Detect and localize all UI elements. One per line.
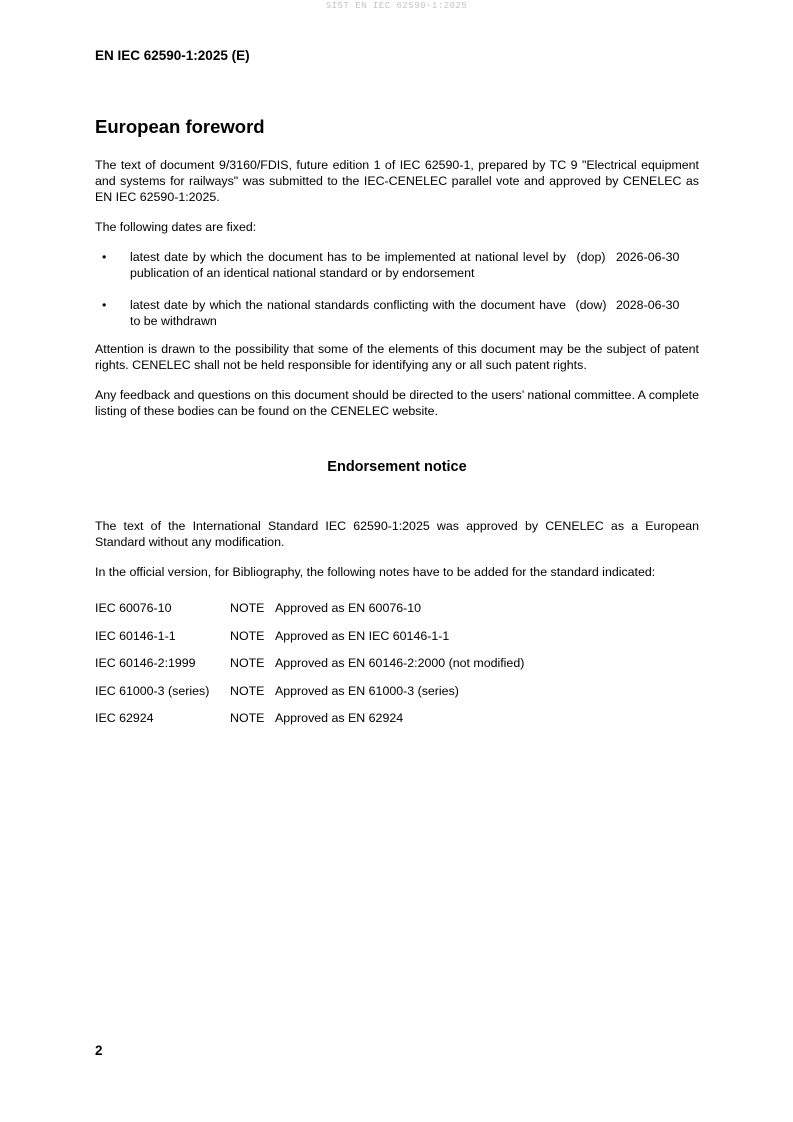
note-text: Approved as EN 62924: [275, 711, 404, 725]
endorsement-heading: Endorsement notice: [327, 459, 467, 475]
date-item-text: latest date by which the document has to be implemented at national level by publication of an identical national standard or by endorsement: [130, 250, 566, 280]
note-row: [95, 628, 699, 656]
note-standard: IEC 62924: [95, 711, 154, 725]
date-item-date: 2028-06-30: [616, 298, 680, 312]
document-header: EN IEC 62590-1:2025 (E): [95, 48, 250, 63]
date-item-code: (dop): [576, 250, 606, 264]
date-item-text: latest date by which the national standards conflicting with the document have to be withdrawn: [130, 298, 566, 328]
patent-paragraph: Attention is drawn to the possibility that some of the elements of this document may be the subject of patent rights. CENELEC shall not be held responsible for identifying any or all such patent rights.: [95, 342, 699, 372]
date-item-dop: [95, 249, 699, 281]
note-standard: IEC 60146-2:1999: [95, 656, 196, 670]
foreword-intro: The text of document 9/3160/FDIS, future edition 1 of IEC 62590-1, prepared by TC 9 "Electrical equipment and systems for railways" was submitted to the IEC-CENELEC parallel vote and approved by CENELEC as EN IEC 62590-1:2025.: [95, 158, 699, 204]
bibliography-intro: In the official version, for Bibliography, the following notes have to be added for the standard indicated:: [95, 565, 656, 579]
bibliography-notes: [95, 600, 699, 738]
note-text: Approved as EN 60076-10: [275, 601, 422, 615]
note-text: Approved as EN IEC 60146-1-1: [275, 628, 450, 643]
date-item-code: (dow): [575, 298, 607, 312]
page-number: 2: [95, 1043, 103, 1058]
date-item-dow: [95, 297, 699, 329]
note-label: NOTE: [230, 711, 265, 725]
note-row: [95, 600, 699, 628]
note-standard: IEC 61000-3 (series): [95, 683, 210, 698]
dates-list: [95, 249, 699, 329]
note-row: [95, 655, 699, 683]
note-row: [95, 683, 699, 711]
watermark: SIST EN IEC 62590-1:2025: [325, 1, 468, 11]
note-standard: IEC 60076-10: [95, 601, 172, 615]
note-text: Approved as EN 60146-2:2000 (not modified): [275, 656, 525, 670]
bullet-mark: •: [102, 250, 107, 264]
page-content: [95, 116, 699, 738]
endorsement-approval: The text of the International Standard IEC 62590-1:2025 was approved by CENELEC as a European Standard without any modification.: [95, 519, 699, 549]
note-label: NOTE: [230, 601, 265, 615]
note-row: [95, 710, 699, 738]
note-label: NOTE: [230, 683, 265, 698]
feedback-paragraph: Any feedback and questions on this document should be directed to the users’ national committee. A complete listing of these bodies can be found on the CENELEC website.: [95, 388, 699, 418]
note-standard: IEC 60146-1-1: [95, 628, 176, 643]
date-item-date: 2026-06-30: [616, 250, 680, 264]
bullet-mark: •: [102, 298, 107, 312]
note-text: Approved as EN 61000-3 (series): [275, 683, 459, 698]
dates-intro: The following dates are fixed:: [95, 220, 257, 234]
foreword-heading: European foreword: [95, 116, 265, 137]
note-label: NOTE: [230, 628, 265, 643]
note-label: NOTE: [230, 656, 265, 670]
